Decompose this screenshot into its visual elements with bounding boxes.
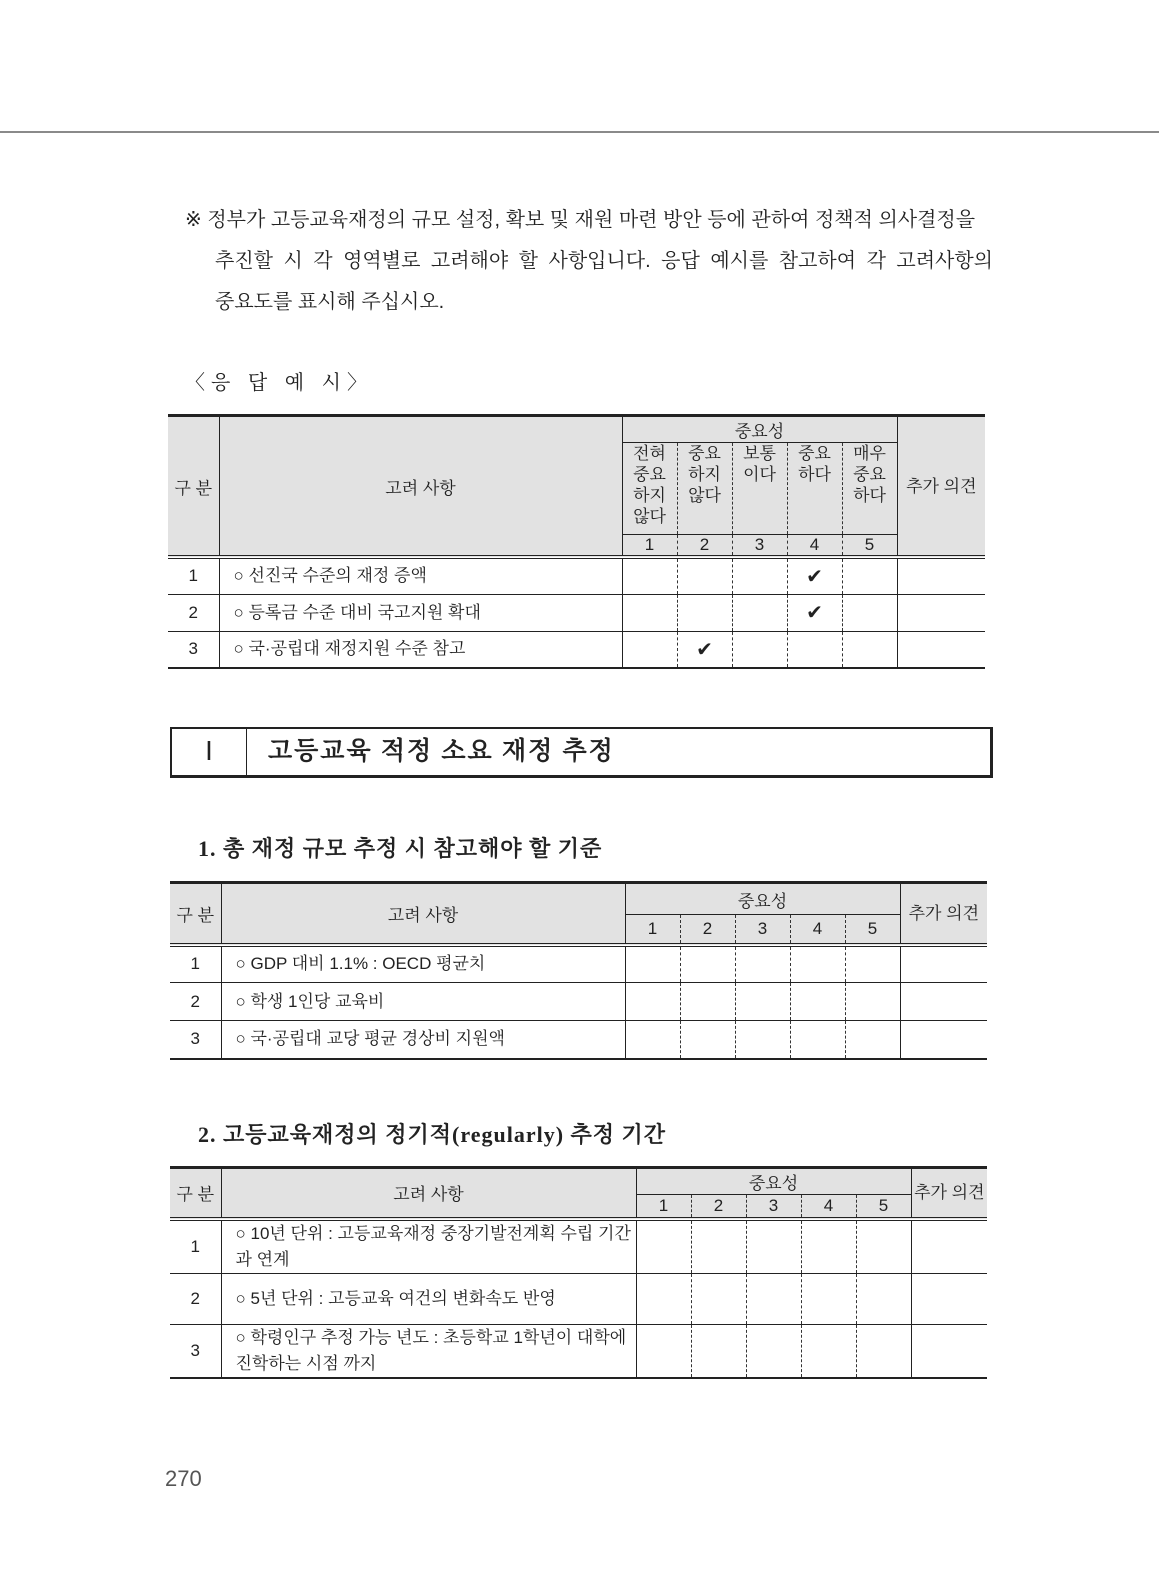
rating-cell-1[interactable] xyxy=(622,594,677,631)
rating-cell-1[interactable] xyxy=(625,945,680,983)
example-table xyxy=(168,414,985,669)
extra-opinion-cell[interactable] xyxy=(900,983,987,1021)
rating-cell-3[interactable] xyxy=(732,631,787,668)
scale-number: 5 xyxy=(842,535,897,558)
row-number: 3 xyxy=(170,1324,221,1378)
rating-cell-3[interactable] xyxy=(746,1324,801,1378)
check-icon: ✔ xyxy=(806,602,823,624)
rating-cell-5[interactable] xyxy=(856,1324,911,1378)
table-row xyxy=(170,1219,987,1274)
extra-opinion-cell[interactable] xyxy=(897,631,985,668)
check-icon: ✔ xyxy=(696,638,713,661)
scale-number: 5 xyxy=(856,1195,911,1219)
table-row xyxy=(168,557,985,594)
rating-cell-3[interactable] xyxy=(735,945,790,983)
rating-cell-2[interactable] xyxy=(677,557,732,594)
instruction-line: 중요도를 표시해 주십시오. xyxy=(215,291,445,313)
example-label: 〈응 답 예 시〉 xyxy=(185,372,373,394)
rating-cell-5[interactable] xyxy=(845,945,900,983)
rating-cell-2[interactable] xyxy=(691,1324,746,1378)
rating-cell-5[interactable] xyxy=(842,594,897,631)
header-rule xyxy=(0,131,1159,133)
rating-cell-3[interactable] xyxy=(732,594,787,631)
rating-cell-2[interactable] xyxy=(680,945,735,983)
header-importance: 중요성 xyxy=(636,1168,911,1195)
row-number: 3 xyxy=(170,1021,221,1059)
rating-cell-4[interactable] xyxy=(787,557,842,594)
rating-cell-4[interactable] xyxy=(801,1324,856,1378)
scale-number: 5 xyxy=(845,915,900,945)
extra-opinion-cell[interactable] xyxy=(900,945,987,983)
header-item: 고려 사항 xyxy=(221,883,625,945)
rating-cell-5[interactable] xyxy=(845,983,900,1021)
extra-opinion-cell[interactable] xyxy=(911,1219,987,1274)
row-number: 1 xyxy=(168,557,219,594)
row-item: ○ 국·공립대 재정지원 수준 참고 xyxy=(219,631,622,668)
table-row xyxy=(170,983,987,1021)
rating-cell-2[interactable] xyxy=(677,594,732,631)
rating-cell-1[interactable] xyxy=(636,1273,691,1324)
row-item: ○ 학령인구 추정 가능 년도 : 초등학교 1학년이 대학에 진학하는 시점 까지 xyxy=(221,1324,636,1378)
question-2-title: 2. 고등교육재정의 정기적(regularly) 추정 기간 xyxy=(198,1122,667,1147)
scale-number: 3 xyxy=(735,915,790,945)
row-item: ○ 5년 단위 : 고등교육 여건의 변화속도 반영 xyxy=(221,1273,636,1324)
section-number: Ⅰ xyxy=(172,729,247,775)
extra-opinion-cell[interactable] xyxy=(900,1021,987,1059)
scale-number: 3 xyxy=(746,1195,801,1219)
header-category: 구 분 xyxy=(170,1168,221,1219)
rating-cell-4[interactable] xyxy=(787,594,842,631)
scale-number: 4 xyxy=(787,535,842,558)
extra-opinion-cell[interactable] xyxy=(911,1324,987,1378)
header-item: 고려 사항 xyxy=(219,416,622,558)
rating-cell-4[interactable] xyxy=(801,1273,856,1324)
scale-label: 보통 이다 xyxy=(732,443,787,535)
header-importance: 중요성 xyxy=(622,416,897,443)
header-category: 구 분 xyxy=(170,883,221,945)
rating-cell-1[interactable] xyxy=(636,1324,691,1378)
rating-cell-5[interactable] xyxy=(842,631,897,668)
check-icon: ✔ xyxy=(806,565,823,588)
table-row xyxy=(170,1324,987,1378)
rating-cell-1[interactable] xyxy=(625,1021,680,1059)
instruction-line: ※ 정부가 고등교육재정의 규모 설정, 확보 및 재원 마련 방안 등에 관하여 정책적 의사결정을 xyxy=(185,209,976,231)
rating-cell-3[interactable] xyxy=(746,1273,801,1324)
rating-cell-2[interactable] xyxy=(680,983,735,1021)
rating-cell-2[interactable] xyxy=(691,1273,746,1324)
scale-number: 4 xyxy=(801,1195,856,1219)
question-2-table xyxy=(170,1166,987,1379)
scale-number: 1 xyxy=(636,1195,691,1219)
row-item: ○ 학생 1인당 교육비 xyxy=(221,983,625,1021)
rating-cell-1[interactable] xyxy=(622,557,677,594)
rating-cell-5[interactable] xyxy=(845,1021,900,1059)
rating-cell-3[interactable] xyxy=(735,983,790,1021)
row-number: 1 xyxy=(170,945,221,983)
rating-cell-1[interactable] xyxy=(636,1219,691,1274)
rating-cell-3[interactable] xyxy=(735,1021,790,1059)
rating-cell-2[interactable] xyxy=(677,631,732,668)
rating-cell-2[interactable] xyxy=(680,1021,735,1059)
scale-number: 3 xyxy=(732,535,787,558)
section-title: 고등교육 적정 소요 재정 추정 xyxy=(268,738,615,765)
scale-label: 전혀 중요 하지 않다 xyxy=(622,443,677,535)
row-number: 3 xyxy=(168,631,219,668)
extra-opinion-cell[interactable] xyxy=(911,1273,987,1324)
row-number: 2 xyxy=(168,594,219,631)
table-row xyxy=(170,1273,987,1324)
table-row xyxy=(168,594,985,631)
scale-number: 2 xyxy=(677,535,732,558)
table-row xyxy=(168,631,985,668)
header-importance: 중요성 xyxy=(625,883,900,915)
scale-label: 중요 하다 xyxy=(787,443,842,535)
header-extra: 추가 의견 xyxy=(897,416,985,558)
rating-cell-1[interactable] xyxy=(622,631,677,668)
rating-cell-5[interactable] xyxy=(842,557,897,594)
scale-label: 중요 하지 않다 xyxy=(677,443,732,535)
rating-cell-4[interactable] xyxy=(790,945,845,983)
scale-number: 2 xyxy=(680,915,735,945)
page-number: 270 xyxy=(165,1466,202,1491)
row-item: ○ 10년 단위 : 고등교육재정 중장기발전계획 수립 기간과 연계 xyxy=(221,1219,636,1274)
scale-number: 4 xyxy=(790,915,845,945)
extra-opinion-cell[interactable] xyxy=(897,594,985,631)
rating-cell-4[interactable] xyxy=(790,983,845,1021)
rating-cell-4[interactable] xyxy=(787,631,842,668)
rating-cell-1[interactable] xyxy=(625,983,680,1021)
row-item: ○ 등록금 수준 대비 국고지원 확대 xyxy=(219,594,622,631)
rating-cell-5[interactable] xyxy=(856,1273,911,1324)
row-item: ○ 선진국 수준의 재정 증액 xyxy=(219,557,622,594)
rating-cell-3[interactable] xyxy=(732,557,787,594)
row-number: 2 xyxy=(170,1273,221,1324)
instructions xyxy=(185,200,993,323)
question-1-table xyxy=(170,881,987,1060)
row-number: 2 xyxy=(170,983,221,1021)
header-item: 고려 사항 xyxy=(221,1168,636,1219)
header-extra: 추가 의견 xyxy=(900,883,987,945)
scale-number: 1 xyxy=(622,535,677,558)
rating-cell-3[interactable] xyxy=(746,1219,801,1274)
row-item: ○ GDP 대비 1.1% : OECD 평균치 xyxy=(221,945,625,983)
scale-number: 1 xyxy=(625,915,680,945)
header-extra: 추가 의견 xyxy=(911,1168,987,1219)
extra-opinion-cell[interactable] xyxy=(897,557,985,594)
rating-cell-5[interactable] xyxy=(856,1219,911,1274)
row-item: ○ 국·공립대 교당 평균 경상비 지원액 xyxy=(221,1021,625,1059)
rating-cell-4[interactable] xyxy=(790,1021,845,1059)
scale-label: 매우 중요 하다 xyxy=(842,443,897,535)
table-row xyxy=(170,945,987,983)
rating-cell-4[interactable] xyxy=(801,1219,856,1274)
header-category: 구 분 xyxy=(168,416,219,558)
row-number: 1 xyxy=(170,1219,221,1274)
scale-number: 2 xyxy=(691,1195,746,1219)
section-header xyxy=(170,727,993,778)
rating-cell-2[interactable] xyxy=(691,1219,746,1274)
question-1-title: 1. 총 재정 규모 추정 시 참고해야 할 기준 xyxy=(198,836,603,861)
instruction-line: 추진할 시 각 영역별로 고려해야 할 사항입니다. 응답 예시를 참고하여 각 고려사항의 xyxy=(215,250,993,272)
table-row xyxy=(170,1021,987,1059)
